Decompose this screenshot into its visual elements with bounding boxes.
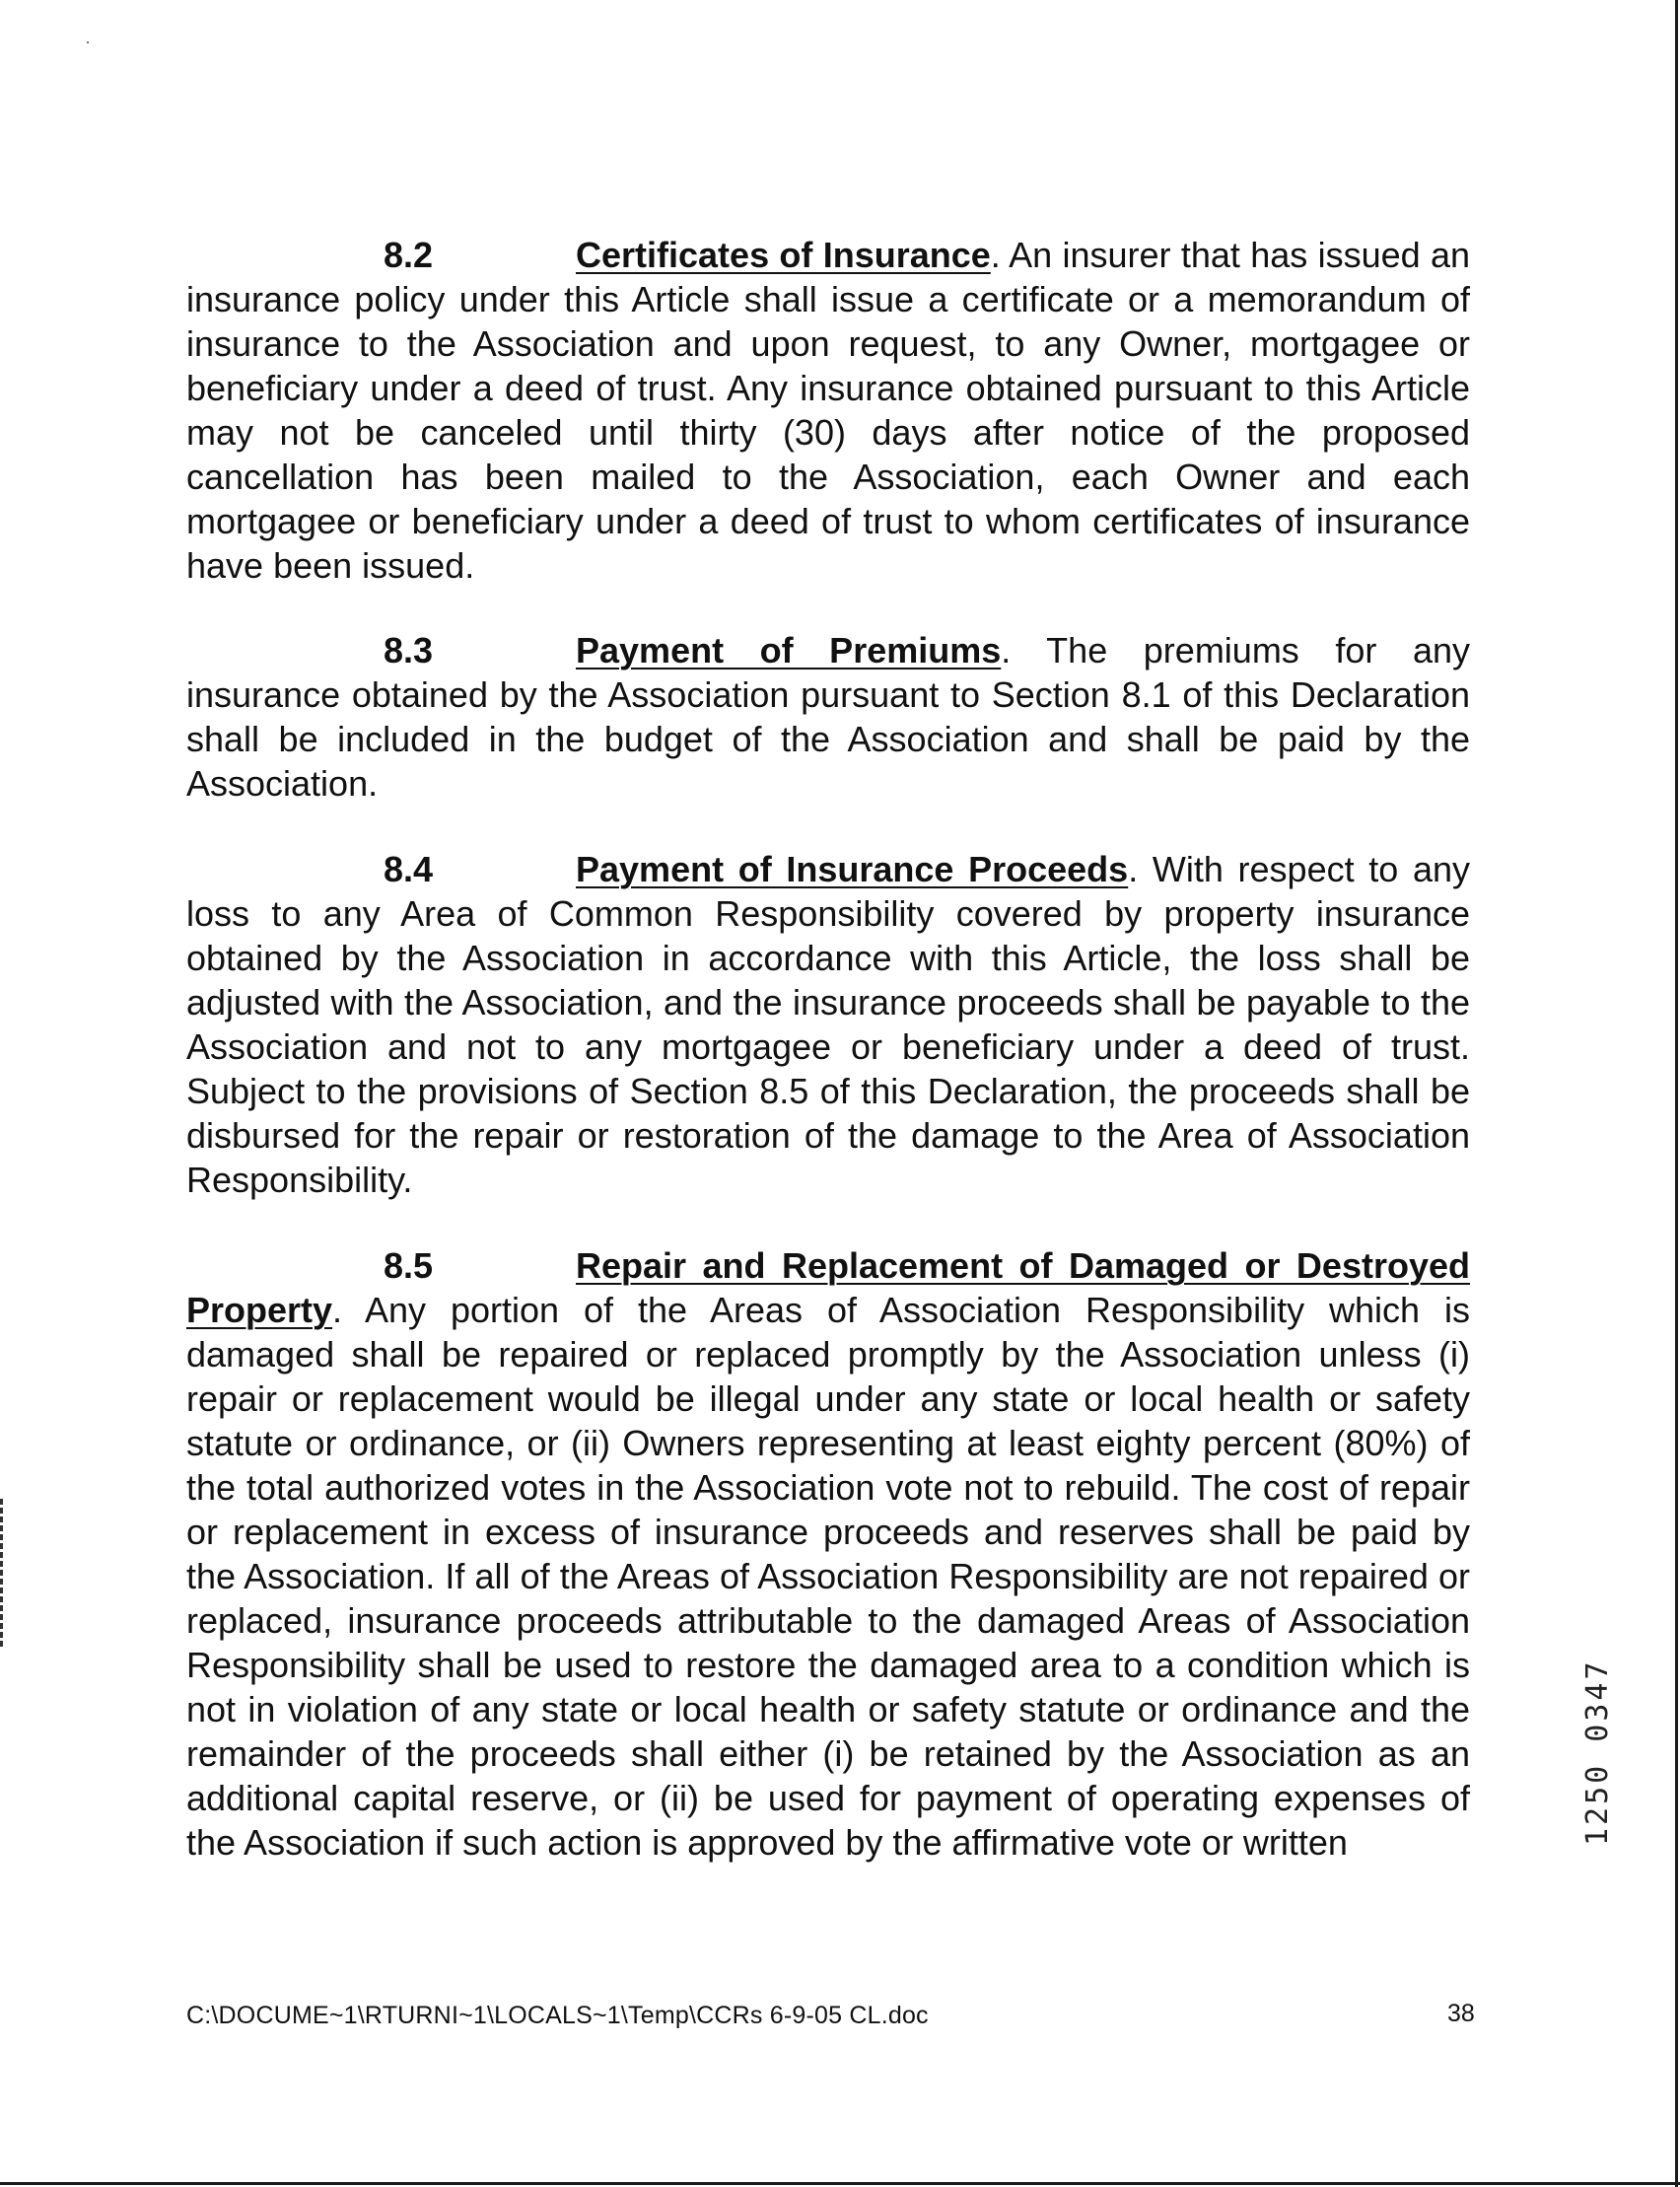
section-heading: Certificates of Insurance [576,235,991,275]
section-body: . The premiums for any insurance obtained by the Association pursuant to Section 8.1 of this Declaration shall be included in the budget of the Association and shall be paid by the Association. [186,630,1471,804]
section-8-5 [186,1243,1470,1865]
page-number: 38 [1447,2000,1475,2027]
section-body: . With respect to any loss to any Area of Common Responsibility covered by property insurance obtained by the Association in accordance with this Article, the loss shall be adjusted with the Association, and the insurance proceeds shall be payable to the Association and not to any mortgagee or beneficiary under a deed of trust. Subject to the provisions of Section 8.5 of this Declaration, the proceeds shall be disbursed for the repair or restoration of the damage to the Area of Association Responsibility. [186,849,1470,1200]
section-8-2 [186,233,1470,588]
footer-file-path: C:\DOCUME~1\RTURNI~1\LOCALS~1\Temp\CCRs 6-9-05 CL.doc [186,2002,929,2029]
section-number: 8.2 [384,235,434,275]
scan-left-marks [0,1499,6,1647]
section-number: 8.4 [384,849,434,889]
recording-stamp-number: 1250 0347 [1580,1658,1615,1846]
section-body: . An insurer that has issued an insurance policy under this Article shall issue a certificate or a memorandum of insurance to the Association and upon request, to any Owner, mortgagee or beneficiary under a deed of trust. Any insurance obtained pursuant to this Article may not be canceled until thirty (30) days after notice of the proposed cancellation has been mailed to the Association, each Owner and each mortgagee or beneficiary under a deed of trust to whom certificates of insurance have been issued. [186,235,1470,586]
scan-speck [87,41,89,43]
scan-bottom-edge [0,2182,1680,2185]
section-8-4 [186,847,1470,1202]
section-8-3 [186,628,1470,806]
scan-right-edge [1675,0,1678,2187]
section-heading: Payment of Premiums [576,630,1002,670]
section-body: . Any portion of the Areas of Association Responsibility which is damaged shall be repaired or replaced promptly by the Association unless (i) repair or replacement would be illegal under any state or local health or safety statute or ordinance, or (ii) Owners representing at least eighty percent (80%) of the total authorized votes in the Association vote not to rebuild. The cost of repair or replacement in excess of insurance proceeds and reserves shall be paid by the Association. If all of the Areas of Association Responsibility are not repaired or replaced, insurance proceeds attributable to the damaged Areas of Association Responsibility shall be used to restore the damaged area to a condition which is not in violation of any state or local health or safety statute or ordinance and the remainder of the proceeds shall either (i) be retained by the Association as an additional capital reserve, or (ii) be used for payment of operating expenses of the Association if such action is approved by the affirmative vote or written [186,1290,1470,1863]
section-heading: Repair and Replacement of Damaged or Destroyed Property [186,1245,1470,1330]
section-heading: Payment of Insurance Proceeds [576,849,1129,889]
section-number: 8.3 [384,630,434,670]
section-number: 8.5 [384,1245,434,1286]
